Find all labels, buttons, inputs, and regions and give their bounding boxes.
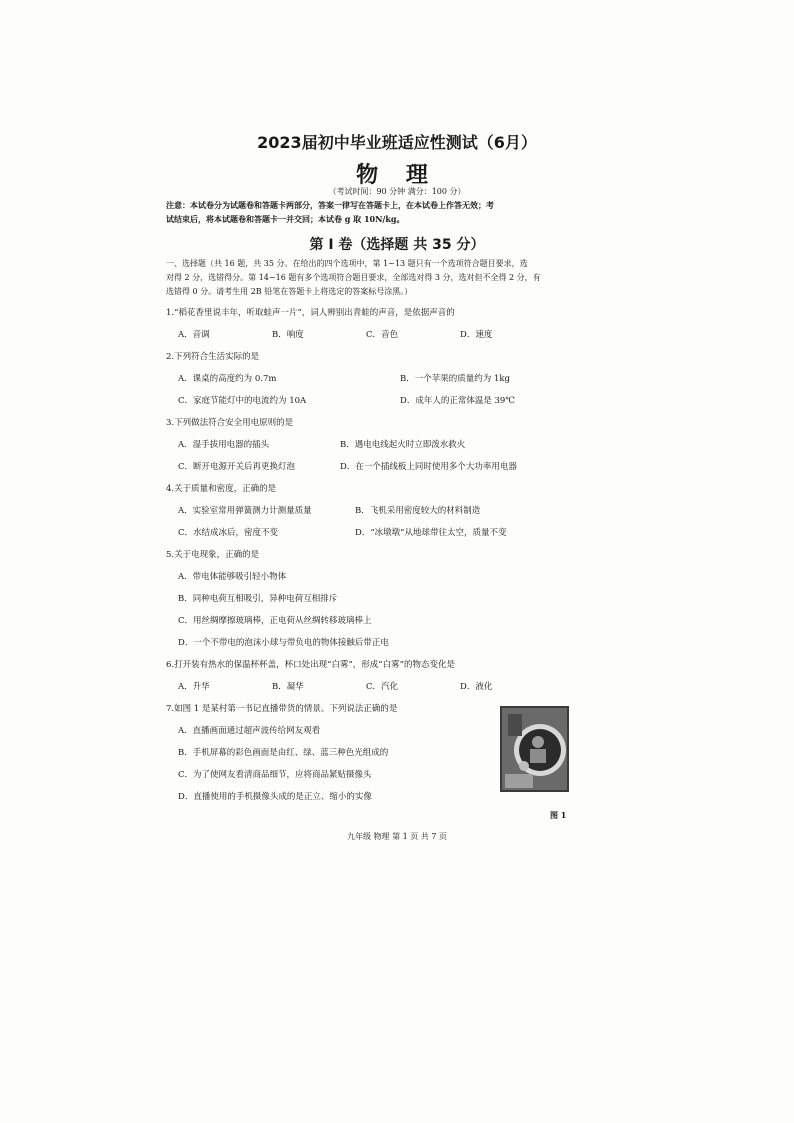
page-footer: 九年级 物理 第 1 页 共 7 页: [347, 832, 447, 841]
question-3-option-c: C．断开电源开关后再更换灯泡: [178, 462, 296, 472]
question-2-stem: 2.下列符合生活实际的是: [166, 352, 260, 362]
figure-1-photo: [500, 706, 569, 792]
question-5-option-a: A．带电体能够吸引轻小物体: [178, 572, 287, 582]
section-instruction-3: 选错得 0 分。请考生用 2B 铅笔在答题卡上将选定的答案标号涂黑。）: [166, 287, 413, 296]
question-5-option-b: B．同种电荷互相吸引，异种电荷互相排斥: [178, 594, 338, 604]
question-2-option-b: B．一个苹果的质量约为 1kg: [400, 374, 510, 384]
question-5-stem: 5.关于电现象，正确的是: [166, 550, 260, 560]
question-7-option-b: B．手机屏幕的彩色画面是由红、绿、蓝三种色光组成的: [178, 748, 389, 758]
notice-line-2: 试结束后，将本试题卷和答题卡一并交回；本试卷 g 取 10N/kg。: [166, 214, 405, 224]
question-7-option-d: D．直播使用的手机摄像头成的是正立、缩小的实像: [178, 792, 372, 802]
question-3-option-b: B．遇电电线起火时立即泼水救火: [340, 440, 466, 450]
question-5-option-d: D．一个不带电的泡沫小球与带负电的物体接触后带正电: [178, 638, 389, 648]
question-4-option-c: C．水结成冰后，密度不变: [178, 528, 279, 538]
notice-line-1: 注意：本试卷分为试题卷和答题卡两部分，答案一律写在答题卡上，在本试卷上作答无效；考: [166, 200, 494, 210]
question-2-option-a: A．课桌的高度约为 0.7m: [178, 374, 277, 384]
question-7-option-a: A．直播画面通过超声波传给网友观看: [178, 726, 321, 736]
question-6-option-c: C．汽化: [366, 682, 399, 692]
question-6-option-a: A．升华: [178, 682, 210, 692]
section-instruction-2: 对得 2 分，选错得分。第 14~16 题有多个选项符合题目要求，全部选对得 3 分，选对但不全得 2 分，有: [166, 273, 541, 282]
question-6-option-b: B．凝华: [272, 682, 304, 692]
question-5-option-c: C．用丝绸摩擦玻璃棒，正电荷从丝绸转移玻璃棒上: [178, 616, 372, 626]
question-1-option-d: D．速度: [460, 330, 493, 340]
question-3-stem: 3.下列做法符合安全用电原则的是: [166, 418, 294, 428]
question-1-option-c: C．音色: [366, 330, 399, 340]
question-7-option-c: C．为了使网友看清商品细节，应将商品紧贴摄像头: [178, 770, 372, 780]
question-4-option-b: B．飞机采用密度较大的材料制造: [355, 506, 481, 516]
question-6-stem: 6.打开装有热水的保温杯杯盖，杯口处出现“白雾”，形成“白雾”的物态变化是: [166, 660, 455, 670]
question-1-stem: 1.“稻花香里说丰年，听取蛙声一片”，词人辨别出青蛙的声音，是依据声音的: [166, 308, 455, 318]
question-1-option-b: B．响度: [272, 330, 304, 340]
question-7-stem: 7.如图 1 是某村第一书记直播带货的情景。下列说法正确的是: [166, 704, 398, 714]
exam-subject: 物 理: [356, 163, 438, 188]
question-1-option-a: A．音调: [178, 330, 210, 340]
question-3-option-d: D．在一个插线板上同时使用多个大功率用电器: [340, 462, 517, 472]
question-4-stem: 4.关于质量和密度，正确的是: [166, 484, 277, 494]
question-4-option-a: A．实验室常用弹簧测力计测量质量: [178, 506, 312, 516]
question-6-option-d: D．液化: [460, 682, 493, 692]
question-3-option-a: A．湿手拔用电器的插头: [178, 440, 270, 450]
section-title: 第 I 卷（选择题 共 35 分）: [309, 237, 485, 253]
question-2-option-d: D．成年人的正常体温是 39℃: [400, 396, 515, 406]
section-instruction-1: 一、选择题（共 16 题，共 35 分。在给出的四个选项中，第 1~13 题只有一个选项符合题目要求，选: [166, 259, 528, 268]
figure-1-label: 图 1: [550, 810, 567, 820]
question-2-option-c: C．家庭节能灯中的电流约为 10A: [178, 396, 307, 406]
exam-info: （考试时间：90 分钟 满分：100 分）: [328, 187, 466, 196]
question-4-option-d: D．“冰墩墩”从地球带往太空，质量不变: [355, 528, 507, 538]
exam-title: 2023届初中毕业班适应性测试（6月）: [257, 133, 537, 152]
